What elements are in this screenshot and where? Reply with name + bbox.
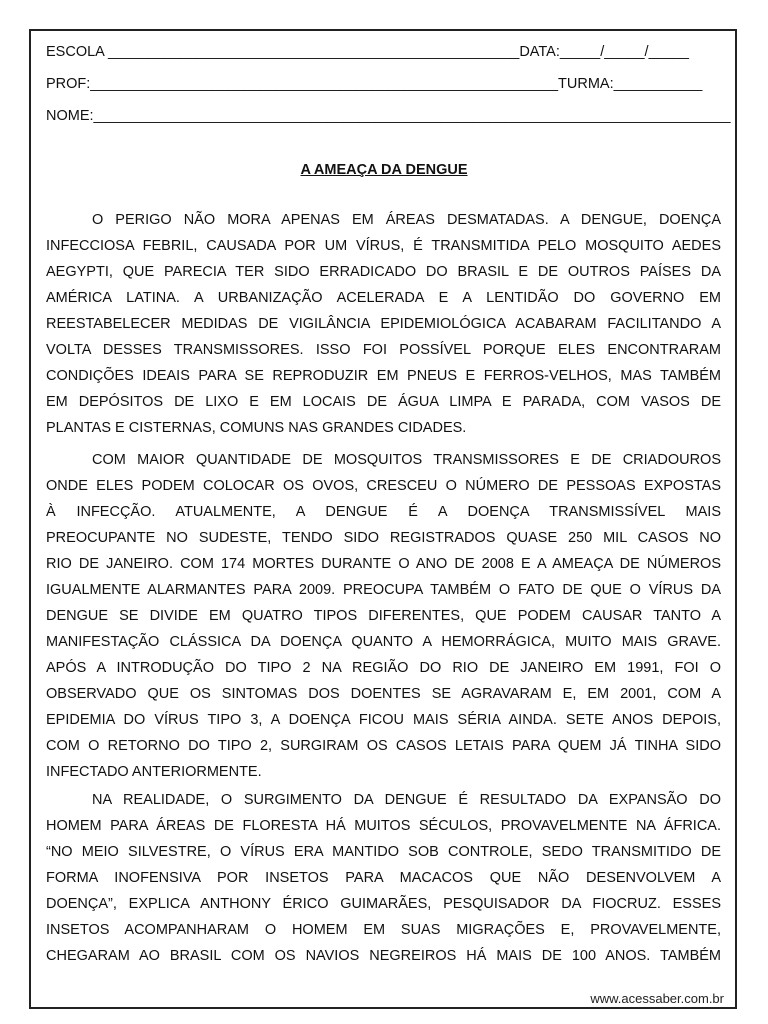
teacher-field[interactable]: PROF:__________________________________________________________TURMA:___________: [46, 76, 703, 92]
paragraph-line: “NO MEIO SILVESTRE, O VÍRUS ERA MANTIDO SOB CONTROLE, SEDO TRANSMITIDO DE: [46, 844, 721, 860]
paragraph-line: MANIFESTAÇÃO CLÁSSICA DA DOENÇA QUANTO A HEMORRÁGICA, MUITO MAIS GRAVE.: [46, 634, 721, 650]
paragraph-line: REESTABELECER MEDIDAS DE VIGILÂNCIA EPIDEMIOLÓGICA ACABARAM FACILITANDO A: [46, 316, 721, 332]
paragraph-line: INSETOS ACOMPANHARAM O HOMEM EM SUAS MIGRAÇÕES E, PROVAVELMENTE,: [46, 922, 721, 938]
paragraph-2: [46, 447, 721, 785]
paragraph-line: ONDE ELES PODEM COLOCAR OS OVOS, CRESCEU O NÚMERO DE PESSOAS EXPOSTAS: [46, 478, 721, 494]
paragraph-line: APÓS A INTRODUÇÃO DO TIPO 2 NA REGIÃO DO RIO DE JANEIRO EM 1991, FOI O: [46, 660, 721, 676]
paragraph-line: IGUALMENTE ALARMANTES PARA 2009. PREOCUPA TAMBÉM O FATO DE QUE O VÍRUS DA: [46, 582, 721, 598]
paragraph-line: DENGUE SE DIVIDE EM QUATRO TIPOS DIFERENTES, QUE PODEM CAUSAR TANTO A: [46, 608, 721, 624]
paragraph-line: COM MAIOR QUANTIDADE DE MOSQUITOS TRANSMISSORES E DE CRIADOUROS: [92, 452, 721, 468]
paragraph-line: AEGYPTI, QUE PARECIA TER SIDO ERRADICADO DO BRASIL E DE OUTROS PAÍSES DA: [46, 264, 721, 280]
paragraph-line: VOLTA DESSES TRANSMISSORES. ISSO FOI POSSÍVEL PORQUE ELES ENCONTRARAM: [46, 342, 721, 358]
paragraph-line: DOENÇA”, EXPLICA ANTHONY ÉRICO GUIMARÃES, PESQUISADOR DA FIOCRUZ. ESSES: [46, 896, 721, 912]
paragraph-line: PREOCUPANTE NO SUDESTE, TENDO SIDO REGISTRADOS QUASE 250 MIL CASOS NO: [46, 530, 721, 546]
paragraph-line: INFECCIOSA FEBRIL, CAUSADA POR UM VÍRUS, É TRANSMITIDA PELO MOSQUITO AEDES: [46, 238, 721, 254]
paragraph-line: PLANTAS E CISTERNAS, COMUNS NAS GRANDES CIDADES.: [46, 420, 467, 436]
paragraph-line: CHEGARAM AO BRASIL COM OS NAVIOS NEGREIROS HÁ MAIS DE 100 ANOS. TAMBÉM: [46, 948, 721, 964]
document-title: A AMEAÇA DA DENGUE: [300, 162, 468, 178]
paragraph-line: À INFECÇÃO. ATUALMENTE, A DENGUE É A DOENÇA TRANSMISSÍVEL MAIS: [46, 504, 721, 520]
paragraph-line: NA REALIDADE, O SURGIMENTO DA DENGUE É RESULTADO DA EXPANSÃO DO: [92, 792, 721, 808]
name-field[interactable]: NOME:_______________________________________________________________________________: [46, 108, 731, 124]
school-field[interactable]: ESCOLA ___________________________________________________DATA:_____/_____/_____: [46, 44, 689, 60]
paragraph-3: [46, 787, 721, 969]
paragraph-line: HOMEM PARA ÁREAS DE FLORESTA HÁ MUITOS SÉCULOS, PROVAVELMENTE NA ÁFRICA.: [46, 818, 721, 834]
paragraph-line: CONDIÇÕES IDEAIS PARA SE REPRODUZIR EM PNEUS E FERROS-VELHOS, MAS TAMBÉM: [46, 368, 721, 384]
paragraph-line: EM DEPÓSITOS DE LIXO E EM LOCAIS DE ÁGUA LIMPA E PARADA, COM VASOS DE: [46, 394, 721, 410]
paragraph-line: AMÉRICA LATINA. A URBANIZAÇÃO ACELERADA E A LENTIDÃO DO GOVERNO EM: [46, 290, 721, 306]
paragraph-1: [46, 207, 721, 441]
paragraph-line: O PERIGO NÃO MORA APENAS EM ÁREAS DESMATADAS. A DENGUE, DOENÇA: [92, 212, 721, 228]
paragraph-line: COM O RETORNO DO TIPO 2, SURGIRAM OS CASOS LETAIS PARA QUEM JÁ TINHA SIDO: [46, 738, 721, 754]
paragraph-line: FORMA INOFENSIVA POR INSETOS PARA MACACOS QUE NÃO DESENVOLVEM A: [46, 870, 721, 886]
paragraph-line: EPIDEMIA DO VÍRUS TIPO 3, A DOENÇA FICOU MAIS SÉRIA AINDA. SETE ANOS DEPOIS,: [46, 712, 721, 728]
website-footer: www.acessaber.com.br: [590, 991, 724, 1006]
paragraph-line: INFECTADO ANTERIORMENTE.: [46, 764, 262, 780]
paragraph-line: OBSERVADO QUE OS SINTOMAS DOS DOENTES SE AGRAVARAM E, EM 2001, COM A: [46, 686, 721, 702]
paragraph-line: RIO DE JANEIRO. COM 174 MORTES DURANTE O ANO DE 2008 E A AMEAÇA DE NÚMEROS: [46, 556, 721, 572]
